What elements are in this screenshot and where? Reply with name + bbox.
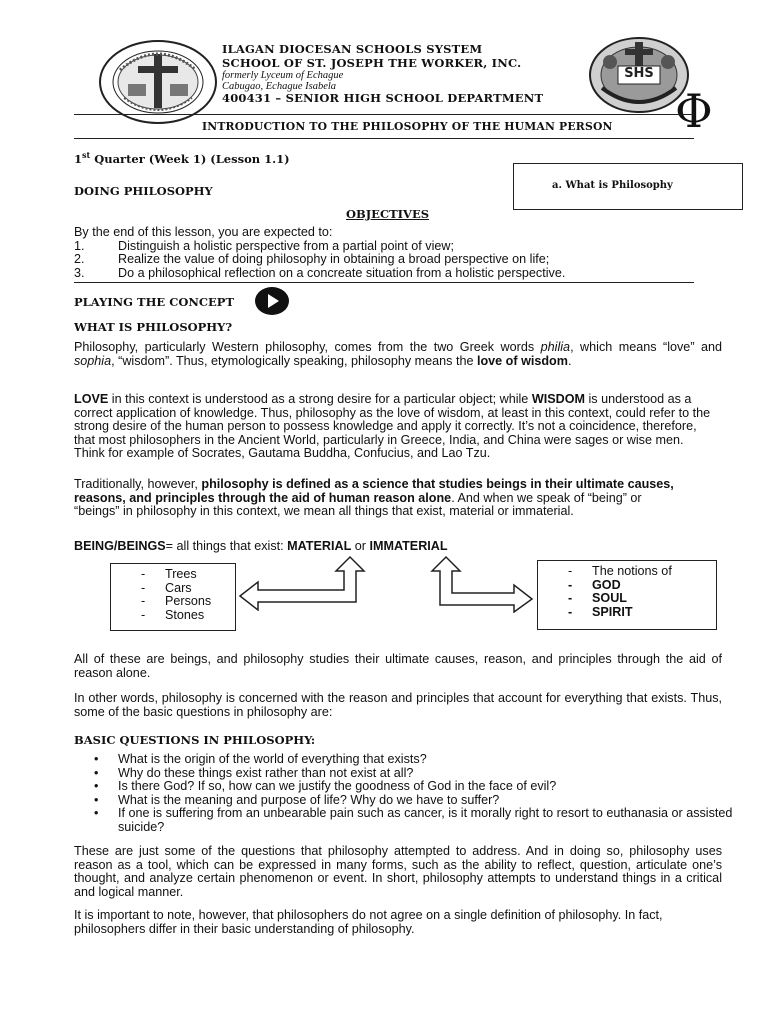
course-title: INTRODUCTION TO THE PHILOSOPHY OF THE HUMAN PERSON [202, 120, 613, 133]
objective-item: 3. Do a philosophical reflection on a concreate situation from a holistic perspective. [74, 265, 566, 280]
objective-item: 2. Realize the value of doing philosophy in obtaining a broad perspective on life; [74, 252, 550, 267]
lesson-topic-box [513, 163, 743, 210]
paragraph-no-single-definition: It is important to note, however, that philosophers do not agree on a single definition of philosophy. In fact, philosophers differ in their basic understanding of philosophy. [74, 908, 663, 936]
paragraph-beings-summary: All of these are beings, and philosophy studies their ultimate causes, reason, and principles through the aid of reason alone. [74, 652, 722, 680]
list-item: - SPIRIT [566, 606, 716, 620]
list-item: - GOD [566, 579, 716, 593]
school-address: Cabugao, Echague Isabela [222, 81, 337, 92]
paragraph-reason-principles: In other words, philosophy is concerned with the reason and principles that account for everything that exists. Thus, some of the basic questions in philosophy are: [74, 691, 722, 719]
section-playing-the-concept: PLAYING THE CONCEPT [74, 295, 235, 309]
department-name: 400431 – SENIOR HIGH SCHOOL DEPARTMENT [222, 91, 544, 105]
paragraph-etymology: Philosophy, particularly Western philosophy, comes from the two Greek words philia, which means “love” and sophia, “wisdom”. Thus, etymologically speaking, philosophy means the love of wisdom. [74, 340, 723, 368]
school-seal-left [98, 40, 218, 124]
material-beings-box [110, 563, 236, 631]
list-item: - Trees [139, 568, 235, 582]
header-divider-top [74, 114, 694, 115]
list-item: • Is there God? If so, how can we justify the goodness of God in the face of evil? [74, 780, 734, 794]
list-item: - Stones [139, 609, 235, 623]
paragraph-love-wisdom: LOVE in this context is understood as a strong desire for a particular object; while WISDOM is understood as a correct application of knowledge. Thus, philosophy as the love of wisdom, at least in this context, could refer to the strong desire of the human person to possess knowledge and apply it correctly. It’s not a coincidence, therefore, that most philosophers in the Ancient World, particularly in Greece, India, and China were sages or wise men. Think for example of Socrates, Gautama Buddha, Confucius, and Lao Tzu. [74, 392, 711, 461]
basic-questions-title: BASIC QUESTIONS IN PHILOSOPHY: [74, 733, 316, 747]
list-item: • What is the meaning and purpose of life? Why do we have to suffer? [74, 794, 734, 808]
objectives-intro: By the end of this lesson, you are expected to: [74, 225, 333, 239]
list-item: • If one is suffering from an unbearable pain such as cancer, is it morally right to resort to euthanasia or assisted suicide? [74, 807, 734, 834]
immaterial-list [566, 565, 716, 619]
paragraph-reason-tool: These are just some of the questions that philosophy attempted to address. And in doing so, philosophy uses reason as a tool, which can be expressed in many forms, such as the ability to reflect, question, articulate one’s thought, and analyze certain phenomenon or event. In short, philosophy attempts to understand things in a critical and logical manner. [74, 844, 722, 899]
shs-logo-text: SHS [624, 66, 654, 81]
list-item: - Persons [139, 595, 235, 609]
school-name: SCHOOL OF ST. JOSEPH THE WORKER, INC. [222, 56, 522, 70]
material-list [139, 568, 235, 622]
arrow-to-immaterial-icon [430, 555, 534, 613]
school-former-name: formerly Lyceum of Echague [222, 70, 344, 81]
header-divider-bottom [74, 138, 694, 139]
paragraph-definition: Traditionally, however, philosophy is defined as a science that studies beings in their ultimate causes, reasons, and principles through the aid of human reason alone. And when we speak of “being” or “beings” in philosophy in this context, we mean all things that exist, material or immaterial. [74, 477, 674, 519]
section-what-is-philosophy: WHAT IS PHILOSOPHY? [74, 320, 233, 334]
basic-questions-list [74, 753, 734, 835]
list-item: • Why do these things exist rather than not exist at all? [74, 767, 734, 781]
objectives-title: OBJECTIVES [346, 207, 430, 221]
list-item: - Cars [139, 582, 235, 596]
objectives-divider [74, 282, 694, 283]
phi-symbol: Φ [675, 84, 713, 138]
objective-item: 1. Distinguish a holistic perspective from a partial point of view; [74, 238, 454, 253]
list-item: - The notions of [566, 565, 716, 579]
immaterial-beings-box [537, 560, 717, 630]
objectives-section [74, 226, 694, 280]
list-item: • What is the origin of the world of everything that exists? [74, 753, 734, 767]
arrow-to-material-icon [238, 555, 370, 611]
play-icon[interactable] [254, 286, 290, 316]
lesson-topic-box-label: a. What is Philosophy [552, 180, 673, 191]
list-item: - SOUL [566, 592, 716, 606]
lesson-topic: DOING PHILOSOPHY [74, 184, 213, 198]
beings-definition: BEING/BEINGS= all things that exist: MATERIAL or IMMATERIAL [74, 539, 448, 553]
school-system-name: ILAGAN DIOCESAN SCHOOLS SYSTEM [222, 42, 483, 56]
quarter-label: 1st Quarter (Week 1) (Lesson 1.1) [74, 150, 290, 166]
